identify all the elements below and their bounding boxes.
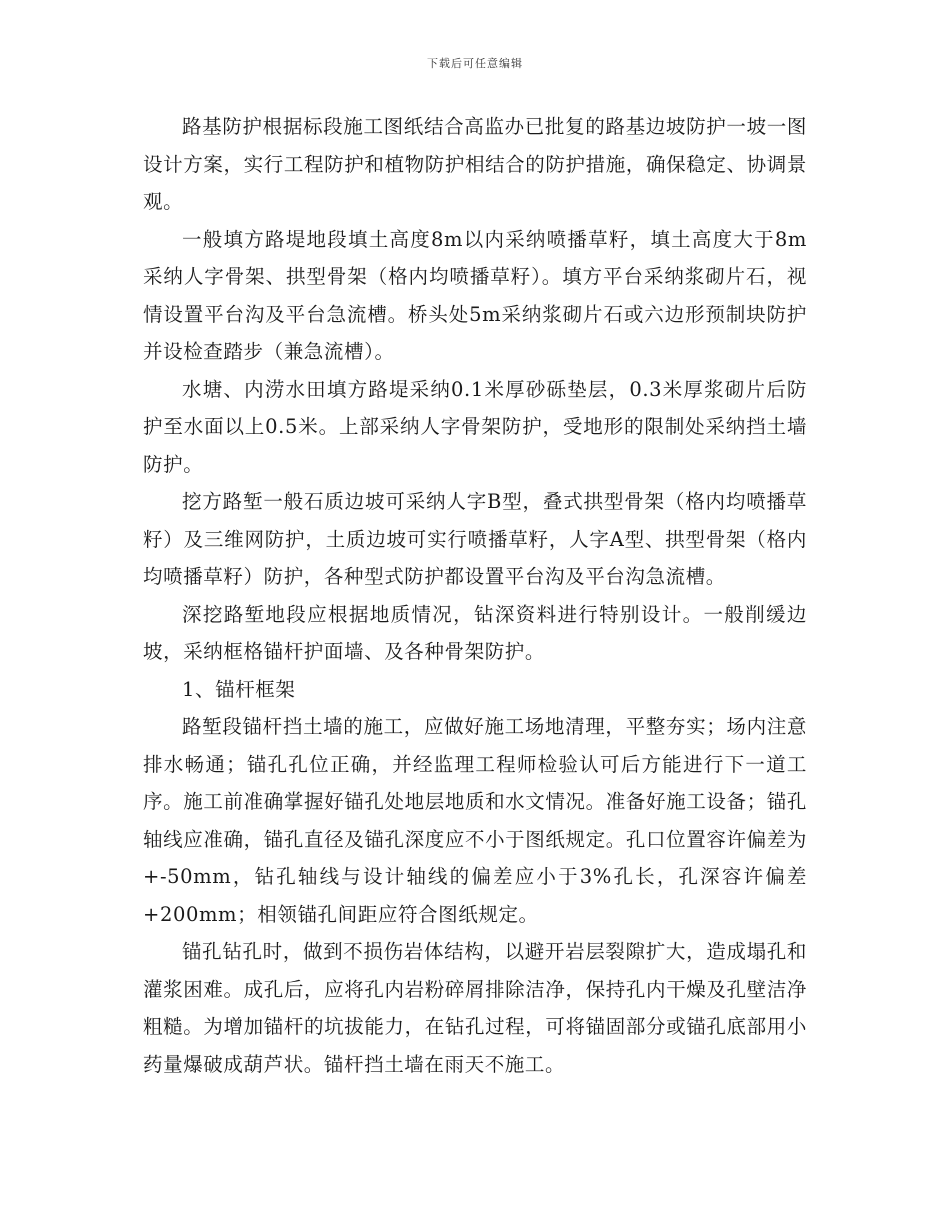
paragraph-4: 挖方路堑一般石质边坡可采纳人字B型，叠式拱型骨架（格内均喷播草籽）及三维网防护，土质边坡可实行喷播草籽，人字A型、拱型骨架（格内均喷播草籽）防护，各种型式防护都设置平台沟及平台沟急流槽。 xyxy=(143,490,807,588)
document-body xyxy=(143,108,807,1083)
paragraph-2: 一般填方路堤地段填土高度8m以内采纳喷播草籽，填土高度大于8m采纳人字骨架、拱型骨架（格内均喷播草籽）。填方平台采纳浆砌片石，视情设置平台沟及平台急流槽。桥头处5m采纳浆砌片石或六边形预制块防护并设检查踏步（兼急流槽）。 xyxy=(143,227,807,363)
paragraph-6: 路堑段锚杆挡土墙的施工，应做好施工场地清理，平整夯实；场内注意排水畅通；锚孔孔位正确，并经监理工程师检验认可后方能进行下一道工序。施工前准确掌握好锚孔处地层地质和水文情况。准备好施工设备；锚孔轴线应准确，锚孔直径及锚孔深度应不小于图纸规定。孔口位置容许偏差为+-50mm，钻孔轴线与设计轴线的偏差应小于3%孔长，孔深容许偏差+200mm；相领锚孔间距应符合图纸规定。 xyxy=(143,715,807,926)
paragraph-7: 锚孔钻孔时，做到不损伤岩体结构，以避开岩层裂隙扩大，造成塌孔和灌浆困难。成孔后，应将孔内岩粉碎屑排除洁净，保持孔内干燥及孔壁洁净粗糙。为增加锚杆的坑拔能力，在钻孔过程，可将锚固部分或锚孔底部用小药量爆破成葫芦状。锚杆挡土墙在雨天不施工。 xyxy=(143,940,807,1076)
header-note: 下载后可任意编辑 xyxy=(427,57,523,70)
paragraph-1: 路基防护根据标段施工图纸结合高监办已批复的路基边坡防护一坡一图设计方案，实行工程防护和植物防护相结合的防护措施，确保稳定、协调景观。 xyxy=(143,115,807,213)
section-heading: 1、锚杆框架 xyxy=(182,677,296,701)
paragraph-3: 水塘、内涝水田填方路堤采纳0.1米厚砂砾垫层，0.3米厚浆砌片后防护至水面以上0.5米。上部采纳人字骨架防护，受地形的限制处采纳挡土墙防护。 xyxy=(143,377,807,476)
paragraph-5: 深挖路堑地段应根据地质情况，钻深资料进行特别设计。一般削缓边坡，采纳框格锚杆护面墙、及各种骨架防护。 xyxy=(143,602,807,663)
